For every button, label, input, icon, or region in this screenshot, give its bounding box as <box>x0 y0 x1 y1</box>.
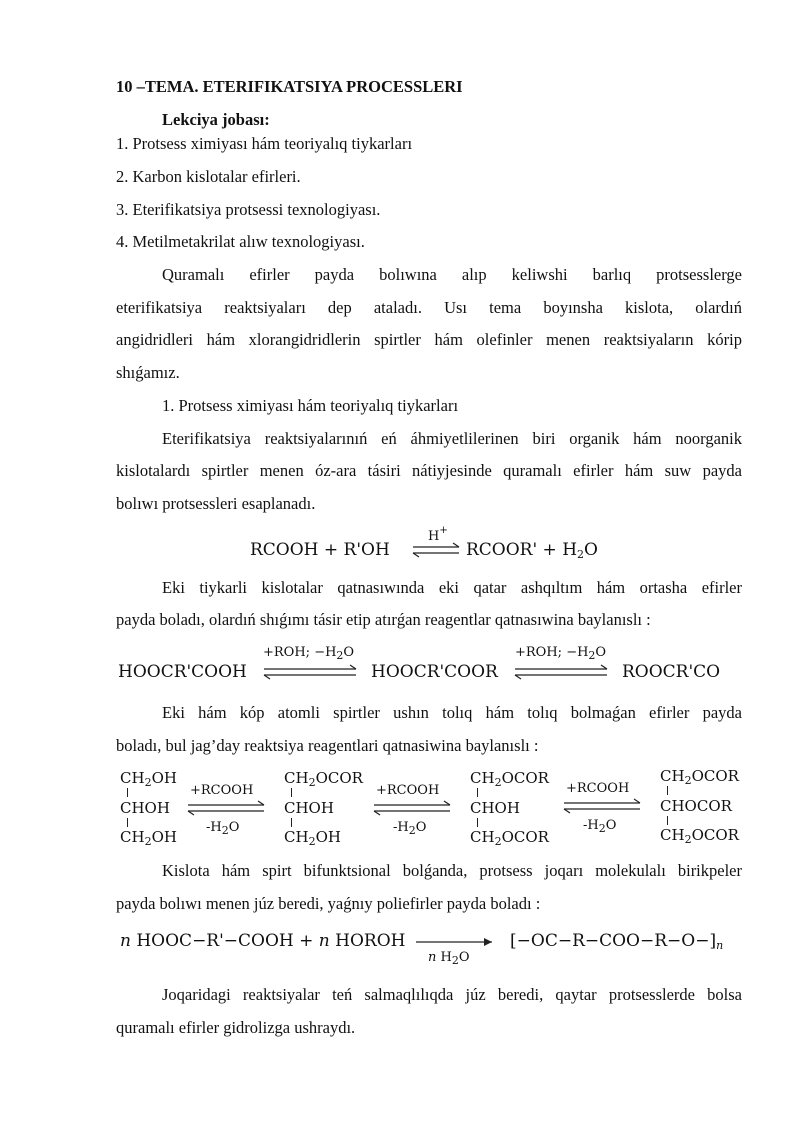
paragraph-line: Joqaridagi reaktsiyalar teń salmaqlılıqda júz beredi, qaytar protsesslerde bolsa <box>162 985 742 1004</box>
equation-right: RCOOR' + $H_2O$ <box>466 540 598 561</box>
plan-item: 3. Eterifikatsiya protsessi texnologiyası. <box>116 200 381 219</box>
paragraph-line: shıǵamız. <box>116 363 180 382</box>
equilibrium-arrow-icon <box>562 799 642 815</box>
paragraph-line: quramalı efirler gidrolizga ushraydı. <box>116 1018 356 1037</box>
dicarboxylic-acid: HOOCR'COOH <box>118 662 247 682</box>
paragraph-line: bolıwı protsessleri esaplanadı. <box>116 494 316 513</box>
paragraph-line: eterifikatsiya reaktsiyaları dep ataladı. Usı tema boyınsha kislota, olardıń <box>116 298 742 317</box>
paragraph-line: angidridleri hám xlorangidridlerin spirtler hám olefinler menen reaktsiyaların kórip <box>116 330 742 349</box>
arrow-label: +ROH; $-H_2O$ <box>263 645 355 662</box>
esterification-equation <box>250 540 390 560</box>
polyester-product: $[-OC-R-COO-R-O-]_n$ <box>510 931 724 952</box>
equilibrium-arrow-icon <box>186 801 266 817</box>
paragraph-line: Kislota hám spirt bifunktsional bolǵanda, protsess joqarı molekulalı birikpeler <box>162 861 742 880</box>
catalyst-label: H+ <box>428 525 448 544</box>
equation-left: RCOOH + R'OH <box>250 540 390 560</box>
acid-ester: HOOCR'COOR <box>371 662 498 682</box>
paragraph-line: boladı, bul jag’day reaktsiya reagentlari qatnasiwina baylanıslı : <box>116 736 539 755</box>
paragraph-line: payda bolıwı menen júz beredi, yaǵnıy poliefirler payda boladı : <box>116 894 541 913</box>
arrow-label: +RCOOH <box>190 783 254 798</box>
paragraph-line: kislotalardı spirtler menen óz-ara tásiri nátiyjesinde quramalı efirler hám suw payda <box>116 461 742 480</box>
arrow-label: +RCOOH <box>376 783 440 798</box>
paragraph-line: payda boladı, olardıń shıǵımı tásir etip atırǵan reagentlar qatnasıwina baylanıslı : <box>116 610 651 629</box>
paragraph-line: Eki tiykarli kislotalar qatnasıwında eki qatar ashqıltım hám ortasha efirler <box>162 578 742 597</box>
paragraph-line: Quramalı efirler payda bolıwına alıp keliwshi barlıq protsesslerge <box>162 265 742 284</box>
document-page: 10 –TEMA. ETERIFIKATSIYA PROCESSLERI Lekciya jobası: 1. Protsess ximiyası hám teoriyalıq tiykarları 2. Karbon kislotalar efirleri. 3. Eterifikatsiya protsessi texnologiyası. 4. Metilmetakrilat alıw texnologiyası. Quramalı efirler payda bolıwına alıp keliwshi barlıq protsesslerge eterifikatsiya reaktsiyaları dep ataladı. Usı tema boyınsha kislota, olardıń angidridleri hám xlorangidridlerin spirtler hám olefinler menen reaktsiyaların kórip shıǵamız. 1. Protsess ximiyası hám teoriyalıq tiykarları Eterifikatsiya reaktsiyalarınıń eń áhmiyetlilerinen biri organik hám noorganik kislotalardı spirtler menen óz-ara tásiri nátiyjesinde quramalı efirler hám suw payda bolıwı protsessleri esaplanadı. RCOOH + R'OH H+ RCOOR' + $H_2O$ Eki tiykarli kislotalar qatnasıwında eki qatar ashqıltım hám ortasha efirler payda boladı, olardıń shıǵımı tásir etip atırǵan reagentlar qatnasıwina baylanıslı : HOOCR'COOH +ROH; $-H_2O$ HOOCR'COOR +ROH; $-H_2O$ ROOCR'CO Eki hám kóp atomli spirtler ushın tolıq hám tolıq bolmaǵan efirler payda boladı, bul jag’day reaktsiya reagentlari qatnasiwina baylanıslı : $CH_2OH$ CHOH $CH_2OH$ +RCOOH $-H_2O$ $CH_2OCOR$ CHOH $CH_2OH$ +RCOOH $-H_2O$ $CH_2OCOR$ CHOH $CH_2OCOR$ +RCOOH $-H_2O$ $CH_2OCOR$ CHOCOR $CH_2OCOR$ Kislota hám spirt bifunktsional bolǵanda, protsess joqarı molekulalı birikpeler payda bolıwı menen júz beredi, yaǵnıy poliefirler payda boladı : n HOOC−R'−COOH + n HOROH n $H_2O$ $[-OC-R-COO-R-O-]_n$ Joqaridagi reaktsiyalar teń salmaqlılıqda júz beredi, qaytar protsesslerde bolsa quramalı efirler gidrolizga ushraydı. <box>116 77 742 1037</box>
arrow-label: +ROH; $-H_2O$ <box>515 645 607 662</box>
arrow-label: +RCOOH <box>566 781 630 796</box>
equilibrium-arrow-icon <box>513 665 609 681</box>
plan-title: Lekciya jobası: <box>162 110 270 129</box>
arrow-label: $-H_2O$ <box>206 820 240 837</box>
plan-item: 2. Karbon kislotalar efirleri. <box>116 167 301 186</box>
equilibrium-arrow-icon <box>262 665 358 681</box>
paragraph-line: Eterifikatsiya reaktsiyalarınıń eń áhmiyetlilerinen biri organik hám noorganik <box>162 429 742 448</box>
equilibrium-arrow-icon <box>411 543 461 559</box>
arrow-label: $-H_2O$ <box>583 818 617 835</box>
polycondensation-reactants: n HOOC−R'−COOH + n HOROH <box>120 931 406 951</box>
arrow-label: n $H_2O$ <box>428 950 470 967</box>
paragraph-line: Eki hám kóp atomli spirtler ushın tolıq hám tolıq bolmaǵan efirler payda <box>162 703 742 722</box>
plan-item: 4. Metilmetakrilat alıw texnologiyası. <box>116 232 365 251</box>
page-heading: 10 –TEMA. ETERIFIKATSIYA PROCESSLERI <box>116 77 463 96</box>
arrow-right-icon <box>414 936 494 948</box>
plan-item: 1. Protsess ximiyası hám teoriyalıq tiykarları <box>116 134 413 153</box>
arrow-label: $-H_2O$ <box>393 820 427 837</box>
section-heading: 1. Protsess ximiyası hám teoriyalıq tiykarları <box>162 396 459 415</box>
equilibrium-arrow-icon <box>372 801 452 817</box>
diester: ROOCR'CO <box>622 662 721 682</box>
